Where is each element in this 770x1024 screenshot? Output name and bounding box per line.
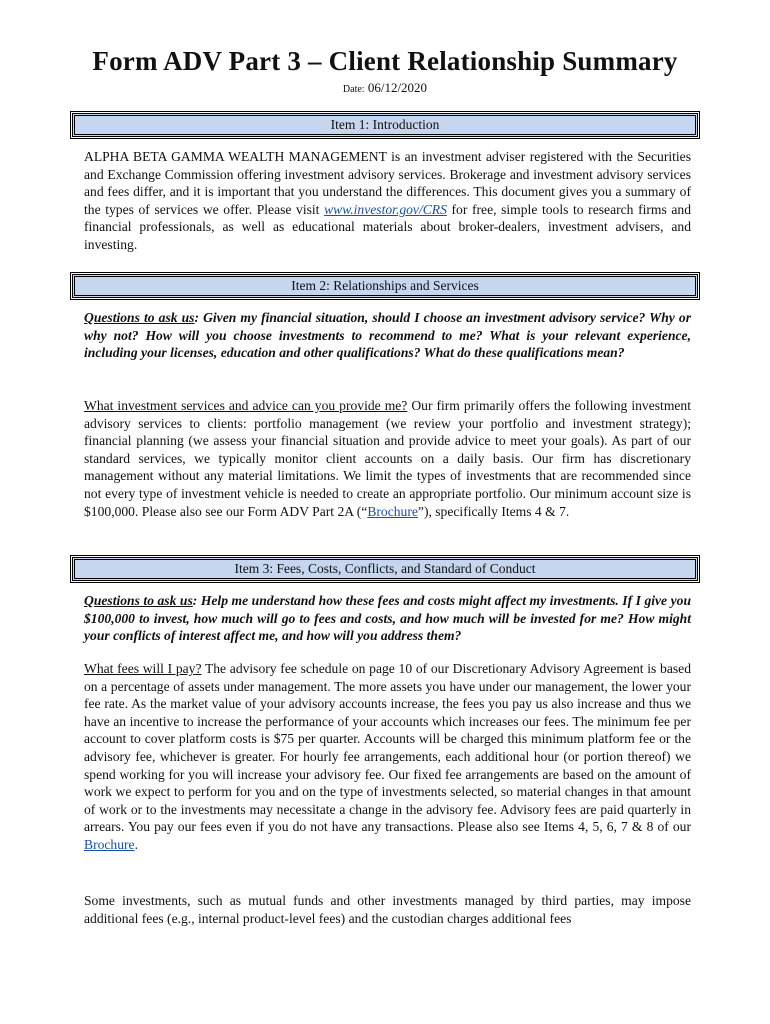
item2-services-label: What investment services and advice can you provide me? (84, 398, 408, 413)
item2-questions (84, 309, 691, 362)
item3-questions-label: Questions to ask us (84, 593, 193, 608)
item3-additional-fees-paragraph: Some investments, such as mutual funds and other investments managed by third parties, may impose additional fees (e.g., internal product-level fees) and the custodian charges additional fees (84, 893, 691, 926)
date-label: Date: (342, 84, 365, 95)
investor-gov-link[interactable]: www.investor.gov/CRS (324, 201, 447, 217)
item3-questions-text: : Help me understand how these fees and costs might affect my investments. If I give you $100,000 to invest, how much will go to fees and costs, and how much will be invested for me? How might your conflicts of interest affect me, and how will you address them? (84, 593, 692, 644)
item2-services-text-b: ”), specifically Items 4 & 7. (417, 503, 570, 519)
item2-services-paragraph (84, 397, 691, 520)
item2-services-text-a: Our firm primarily offers the following investment advisory services to clients: portfolio management (we review your portfolio and investment strategy); financial planning (we assess your financial situation and provide advice to meet your goals). As part of our standard services, we typically monitor client accounts on a daily basis. Our firm has discretionary management without any material limitations. We limit the types of investments that are recommended since not every type of investment vehicle is needed to create an appropriate portfolio. Our minimum account size is $100,000. Please also see our Form ADV Part 2A (“ (84, 398, 692, 519)
item2-questions-text: : Given my financial situation, should I choose an investment advisory service? Why or why not? How will you choose investments to recommend to me? What is your relevant experience, including your licenses, education and other qualifications? What do these qualifications mean? (84, 310, 691, 361)
item1-text-b: for free, simple tools to research firms and financial professionals, as well as educational materials about broker-dealers, investment advisers, and investing. (84, 201, 691, 252)
page-title: Form ADV Part 3 – Client Relationship Summary (92, 46, 678, 76)
item3-fees-text-a: The advisory fee schedule on page 10 of our Discretionary Advisory Agreement is based on a percentage of assets under management. The more assets you have under our management, the lower your fee rate. As the market value of your advisory accounts increase, the fees you pay us also increase and thus we have an incentive to increase the performance of your accounts which increases our fees. The minimum fee per account to cover platform costs is $75 per quarter. Accounts will be charged this minimum platform fee or the advisory fee, whichever is greater. For hourly fee arrangements, each additional hour (or portion thereof) we spend working for you will increase your advisory fee. Our fixed fee arrangements are based on the amount of work we expect to perform for you and on the type of investments selected, so material changes in that amount of work or to the investments may necessitate a change in the advisory fee. Advisory fees are paid quarterly in arrears. You pay our fees even if you do not have any transactions. Please also see Items 4, 5, 6, 7 & 8 of our (84, 661, 691, 835)
item3-questions (84, 592, 691, 645)
item2-questions-label: Questions to ask us (84, 310, 195, 325)
date-value: 06/12/2020 (367, 80, 428, 95)
item3-fees-paragraph (84, 660, 691, 854)
item2-header: Item 2: Relationships and Services (72, 274, 698, 298)
item3-header: Item 3: Fees, Costs, Conflicts, and Standard of Conduct (72, 557, 698, 581)
item1-text-a: ALPHA BETA GAMMA WEALTH MANAGEMENT is an investment adviser registered with the Securities and Exchange Commission offering investment advisory services. Brokerage and investment advisory services and fees differ, and it is important that you understand the differences. This document gives you a summary of the types of services we offer. Please visit (84, 149, 691, 217)
item1-paragraph (84, 148, 691, 254)
document-date (0, 80, 770, 96)
item3-brochure-link[interactable]: Brochure (84, 836, 135, 852)
item3-fees-text-b: . (134, 836, 138, 852)
item2-brochure-link[interactable]: Brochure (367, 503, 418, 519)
item1-header: Item 1: Introduction (72, 113, 698, 137)
item3-fees-label: What fees will I pay? (84, 661, 202, 676)
